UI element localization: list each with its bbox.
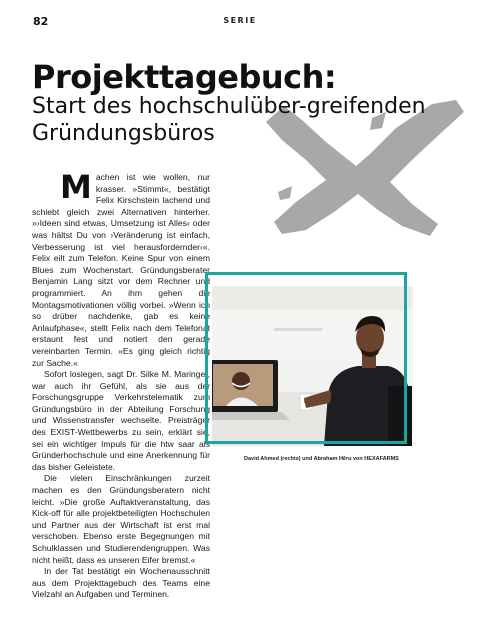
paragraph-1 <box>32 168 210 369</box>
article-subtitle: Start des hochschulüber-greifenden Gründungsbüros <box>32 94 426 146</box>
article-body <box>32 168 210 601</box>
paragraph-2: Sofort loslegen, sagt Dr. Silke M. Maringer, war auch ihr Gefühl, als sie aus der Forschungsgruppe Verkehrstelematik zum Gründungsbüro in der Abteilung Forschung und Wissenstransfer wechselte. Preisträger des EXIST-Wettbewerbs zu sein, erklärt sie, sei ein wichtiger Impuls für die htw saar als Gründerhochschule und eine Anerkennung für das bisher Geleistete. <box>32 369 210 472</box>
drop-cap: M <box>60 168 92 206</box>
photo-frame <box>205 272 407 444</box>
section-label: SERIE <box>223 16 257 25</box>
article-title: Projekttagebuch: <box>32 58 337 96</box>
paragraph-1-text: achen ist wie wollen, nur krasser. »Stimmt«, bestätigt Felix Kirschstein lachend und schiebt gleich zwei Alternativen hinterher. »›Ideen sind etwas, Umsetzung ist Alles‹ oder was hältst Du von ›Veränderung ist einfach, Verbesserung ist viel herausfordernder‹«. Felix eilt zum Telefon. Keine Spur von einem Blues zum Wochenstart. Gründungsberater Benjamin Lang sitzt vor dem Rechner und programmiert. An ihm gehen die Montagsmotivationen völlig vorbei. »Wenn ich so drüber nachdenke, gab es keine Anlaufphase«, stellt Felix nach dem Telefonat erstaunt fest und notiert den gerade vereinbarten Termin. »Es ging gleich richtig zur Sache.« <box>32 172 210 368</box>
paragraph-3: Die vielen Einschränkungen zurzeit machen es den Gründungsberatern nicht leicht. »Die große Auftaktveranstaltung, das Kick-off für alle projektbeteiligten Hochschulen und Partner aus der Wirtschaft ist erst mal verschoben. Ebenso erste Begegnungen mit Schulklassen und Studierendengruppen. Was nicht heißt, dass es unseren Eifer bremst.« <box>32 473 210 565</box>
page-number: 82 <box>33 15 49 28</box>
photo-caption: David Ahmed (rechts) und Abraham Hêru von HEXAFARMS <box>244 456 399 462</box>
paragraph-4: In der Tat bestätigt ein Wochenausschnitt aus dem Projekttagebuch des Teams eine Vielzahl an Aufgaben und Terminen. <box>32 566 210 600</box>
